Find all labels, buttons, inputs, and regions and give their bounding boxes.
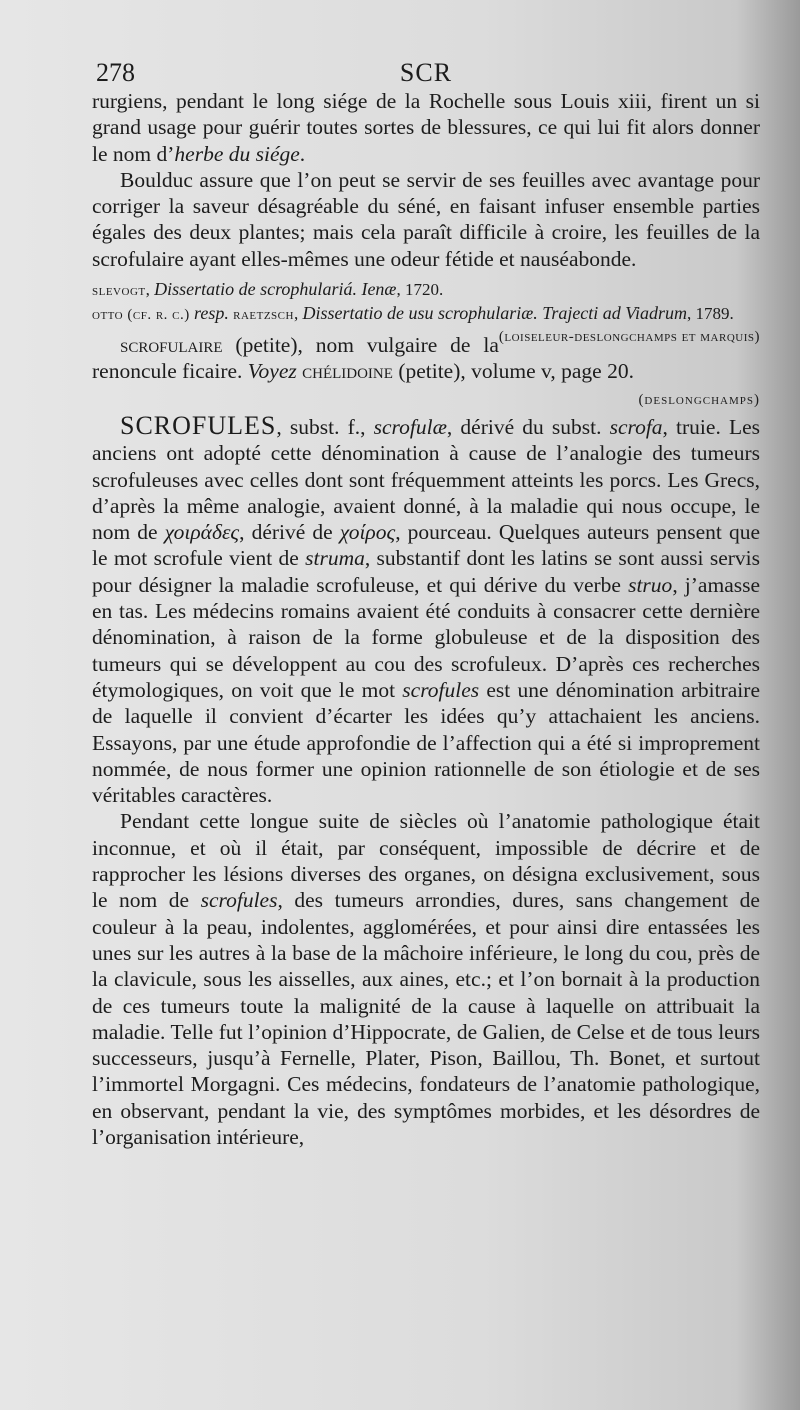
paragraph-herbe-du-siege: rurgiens, pendant le long siége de la Rochelle sous Louis xiii, firent un si grand usage pour guérir toutes sortes de blessures, ce qui lui fit alors donner le nom d’herbe du siége. <box>92 89 760 166</box>
running-head: SCR <box>399 58 453 87</box>
entry-scrofules: SCROFULES, subst. f., scrofulæ, dérivé du subst. scrofa, truie. Les anciens ont adopté cette dénomination à cause de l’analogie des tumeurs scrofuleuses avec celles dont sont fréquemment atteints les porcs. Les Grecs, d’après la même analogie, avaient donné, à la maladie qui nous occupe, le nom de χοιράδες, dérivé de χοίρος, pourceau. Quelques auteurs pensent que le mot scrofule vient de struma, substantif dont les latins se sont aussi servis pour désigner la maladie scrofuleuse, et qui dérive du verbe struo, j’amasse en tas. Les médecins romains avaient été conduits à consacrer cette dernière dénomination, à raison de la forme globuleuse et de la disposition des tumeurs qui se développent au cou des scrofuleux. D’après ces recherches étymologiques, on voit que le mot scrofules est une dénomination arbitraire de laquelle il convient d’écarter les idées qu’y attachaient les anciens. Essayons, par une étude approfondie de l’affection qui a été si improprement nommée, de nous former une opinion rationnelle de son étiologie et de ses véritables caractères. <box>92 410 761 808</box>
author-credit-deslongchamps: (deslongchamps) <box>638 391 760 408</box>
page-number: 278 <box>96 58 135 87</box>
bibliography-slevogt: slevogt, Dissertatio de scrophulariá. Ienæ, 1720. <box>92 279 444 300</box>
page-body <box>92 88 760 1150</box>
paragraph-boulduc: Boulduc assure que l’on peut se servir de ses feuilles avec avantage pour corriger la saveur désagréable du séné, en faisant infuser ensemble parties égales des deux plantes; mais cela paraît difficile à croire, les feuilles de la scrofulaire ayant elles-mêmes une odeur fétide et nauséabonde. <box>92 167 760 271</box>
paragraph-anatomie-pathologique: Pendant cette longue suite de siècles où l’anatomie pathologique était inconnue, et où il était, par conséquent, impossible de décrire et de rapprocher les lésions diverses des organes, on désigna exclusivement, sous le nom de scrofules, des tumeurs arrondies, dures, sans changement de couleur à la peau, indolentes, agglomérées, et pour ainsi dire entassées les unes sur les autres à la base de la mâchoire inférieure, le long du cou, près de la clavicule, sous les aisselles, aux aines, etc.; et l’on bornait à la production de ces tumeurs toute la malignité de la cause à laquelle on attribuait la maladie. Telle fut l’opinion d’Hippocrate, de Galien, de Celse et de tous leurs successeurs, jusqu’à Fernelle, Plater, Pison, Baillou, Th. Bonet, et surtout l’immortel Morgagni. Ces médecins, fondateurs de l’anatomie pathologique, en observant, pendant la vie, des symptômes morbides, et les désordres de l’organisation intérieure, <box>92 809 760 1149</box>
entry-scrofulaire-petite: scrofulaire (petite), nom vulgaire de la renoncule ficaire. Voyez chélidoine (petite), volume v, page 20. <box>92 333 634 384</box>
bibliography-otto: otto (cf. r. c.) resp. raetzsch, Dissertatio de usu scrophulariæ. Trajecti ad Viadrum, 1789. (loiseleur-deslongchamps et marquis) <box>92 303 760 346</box>
